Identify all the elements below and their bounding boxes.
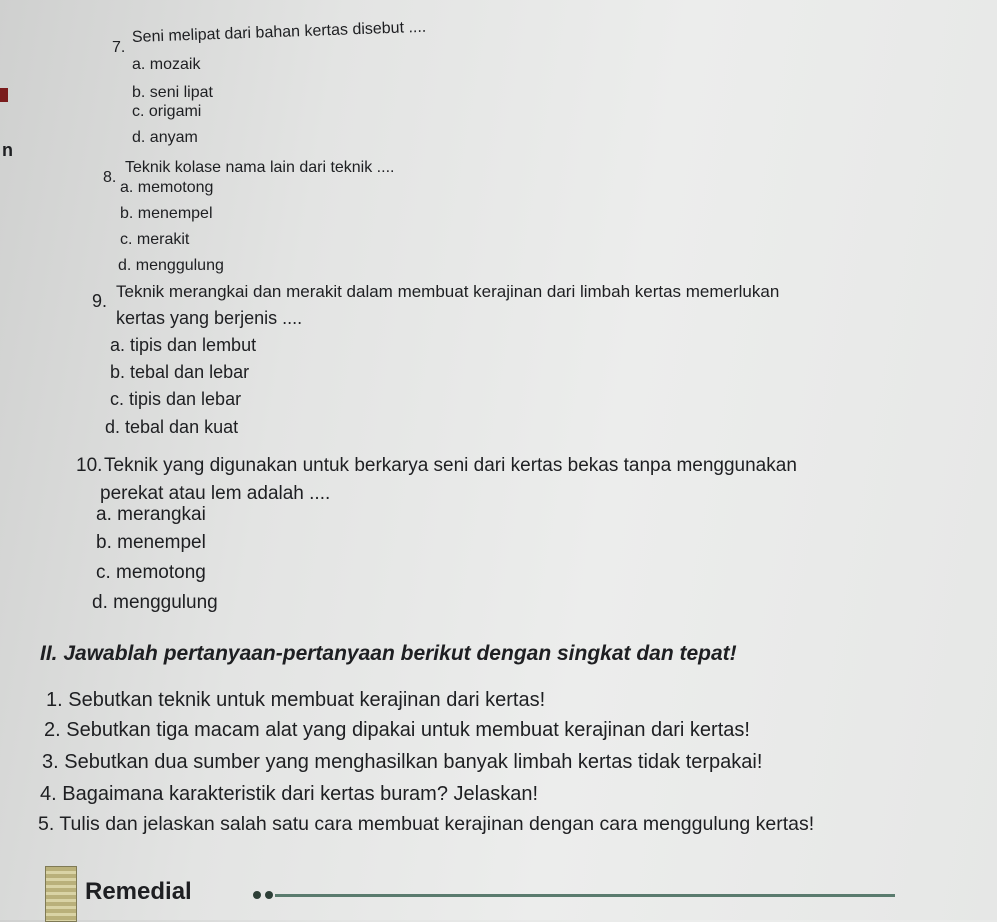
- remedial-book-icon: [45, 866, 77, 922]
- question-7-text: Seni melipat dari bahan kertas disebut ....: [131, 18, 427, 46]
- essay-question-item: 1. Sebutkan teknik untuk membuat kerajinan dari kertas!: [46, 689, 546, 711]
- margin-red-marker: [0, 88, 8, 102]
- question-8-option-c: c. merakit: [120, 231, 190, 248]
- question-10-option-d: d. menggulung: [92, 592, 218, 613]
- question-9-option-d: d. tebal dan kuat: [105, 417, 239, 437]
- question-7-number: 7.: [112, 39, 126, 56]
- question-8-option-b: b. menempel: [120, 205, 213, 222]
- question-7-option-b: b. seni lipat: [132, 84, 213, 101]
- question-9-text-line-1: Teknik merangkai dan merakit dalam membuat kerajinan dari limbah kertas memerlukan: [116, 282, 780, 301]
- question-8-number: 8.: [103, 169, 117, 186]
- question-9-text-line-2: kertas yang berjenis ....: [116, 308, 303, 328]
- essay-question-item: 2. Sebutkan tiga macam alat yang dipakai untuk membuat kerajinan dari kertas!: [44, 719, 750, 741]
- question-10-number: 10.: [76, 455, 103, 476]
- essay-question-item: 5. Tulis dan jelaskan salah satu cara membuat kerajinan dengan cara menggulung kertas!: [38, 813, 815, 835]
- question-7-option-d: d. anyam: [132, 129, 198, 146]
- remedial-rule: [275, 894, 895, 897]
- question-10-option-b: b. menempel: [96, 532, 206, 553]
- section-2-title: II. Jawablah pertanyaan-pertanyaan berikut dengan singkat dan tepat!: [40, 642, 737, 665]
- question-8-text: Teknik kolase nama lain dari teknik ....: [125, 159, 395, 176]
- margin-mark: n: [2, 140, 13, 160]
- question-10-option-c: c. memotong: [96, 562, 206, 583]
- question-9-option-b: b. tebal dan lebar: [110, 362, 250, 382]
- question-10-text-line-1: Teknik yang digunakan untuk berkarya seni dari kertas bekas tanpa menggunakan: [104, 455, 797, 476]
- question-9-number: 9.: [92, 291, 108, 311]
- question-9-option-c: c. tipis dan lebar: [110, 389, 242, 409]
- question-10-text-line-2: perekat atau lem adalah ....: [100, 483, 331, 504]
- essay-question-item: 4. Bagaimana karakteristik dari kertas buram? Jelaskan!: [40, 783, 539, 805]
- question-7-option-a: a. mozaik: [132, 56, 201, 73]
- question-8-option-d: d. menggulung: [118, 257, 224, 274]
- remedial-banner: [35, 862, 997, 920]
- essay-question-item: 3. Sebutkan dua sumber yang menghasilkan banyak limbah kertas tidak terpakai!: [42, 751, 763, 773]
- question-10-option-a: a. merangkai: [96, 504, 206, 525]
- question-9-option-a: a. tipis dan lembut: [110, 335, 257, 355]
- question-7-option-c: c. origami: [132, 103, 202, 120]
- question-8-option-a: a. memotong: [120, 179, 214, 196]
- remedial-label: Remedial: [85, 878, 192, 905]
- remedial-dot: [253, 891, 261, 899]
- remedial-dot: [265, 891, 273, 899]
